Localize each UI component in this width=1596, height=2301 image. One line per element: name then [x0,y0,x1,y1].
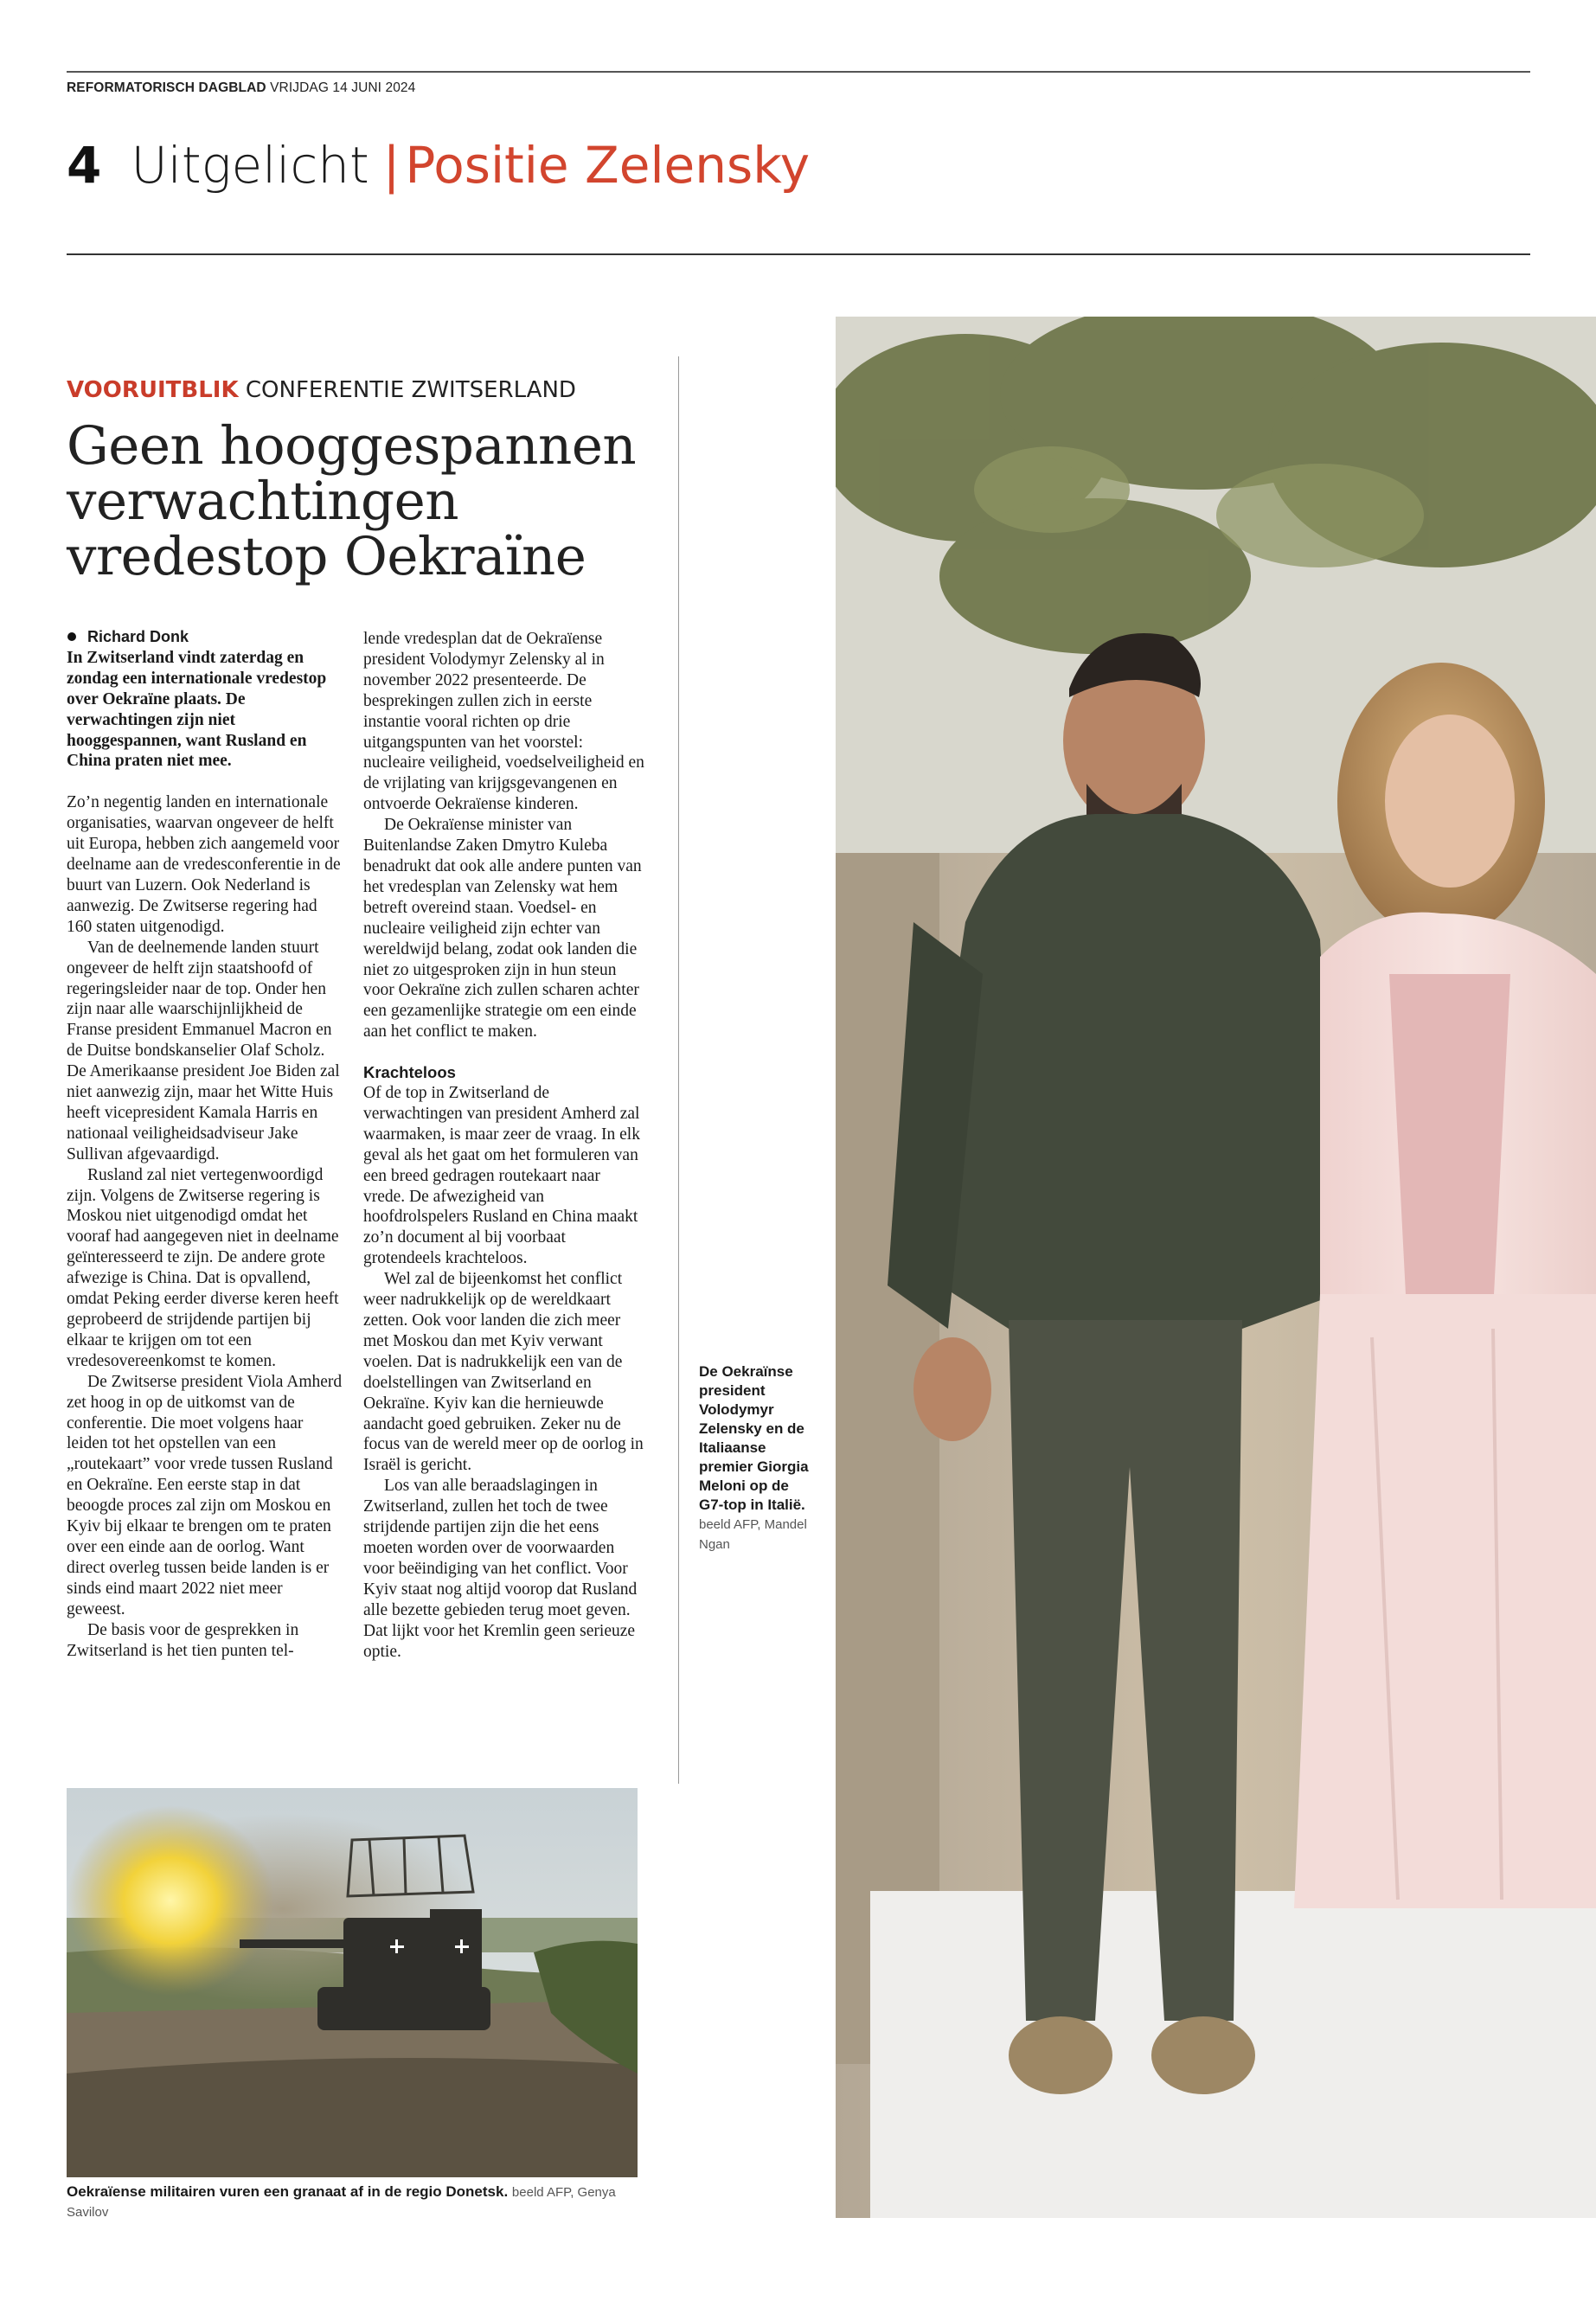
author-byline: Richard Donk [67,627,345,648]
tank-photo [67,1788,638,2177]
page-number: 4 [67,136,102,195]
header-separator: | [382,136,401,195]
caption-text: De Oekraïnse president Volodymyr Zelensky en de Italiaanse premier Giorgia Meloni op de G7-top in Italië. [699,1363,809,1513]
kicker-label: VOORUITBLIK [67,377,239,403]
body-paragraph: De Zwitserse president Viola Amherd zet hoog in op de uitkomst van de conferentie. Die moet volgens haar leiden tot het opstellen van een „routekaart” voor vrede tussen Rusland en Oekraïne. Een eerste stap in dat beoogde proces zal zijn om Moskou en Kyiv bij elkaar te brengen om te praten over een einde aan de oorlog. Want direct overleg tussen beide landen is er sinds eind maart 2022 niet meer geweest. [67,1372,343,1618]
page-header [67,136,811,195]
headline-line: Geen hooggespannen [67,415,637,477]
body-paragraph: lende vredesplan dat de Oekraïense president Volodymyr Zelensky al in november 2022 presenteerde. De besprekingen zullen zich in eerste instantie vooral richten op drie uitgangspunten van het voorstel: nucleaire veiligheid, voedselveiligheid en de vrijlating van krijgsgevangenen en ontvoerde Oekraïense kinderen. [363,630,644,814]
tank-photo-caption [67,2182,646,2222]
masthead [67,80,415,96]
tank-photo-image [67,1788,638,2177]
headline-line: vredestop Oekraïne [67,526,586,587]
body-paragraph: De basis voor de gesprekken in Zwitserland is het tien punten tel- [67,1620,299,1660]
headline-line: verwachtingen [67,471,458,532]
article-kicker [67,377,576,403]
caption-credit: beeld AFP, Genya Savilov [67,2185,616,2220]
body-paragraph: Zo’n negentig landen en internationale organisaties, waarvan ongeveer de helft uit Europa, hebben zich aangemeld voor deelname aan de vredesconferentie in de buurt van Luzern. Ook Nederland is aanwezig. De Zwitserse regering had 160 staten uitgenodigd. [67,793,341,936]
main-photo-caption [699,1362,816,1554]
publication-date: VRIJDAG 14 JUNI 2024 [270,80,416,95]
topic-title: Positie Zelensky [405,136,811,195]
column-divider [678,356,679,1784]
article-subhead: Krachteloos [363,1063,456,1082]
caption-credit: beeld AFP, Mandel Ngan [699,1517,807,1552]
top-rule [67,71,1530,73]
publication-name: REFORMATORISCH DAGBLAD [67,80,266,95]
body-paragraph: Of de top in Zwitserland de verwachtingen van president Amherd zal waarmaken, is maar zeer de vraag. In elk geval als het gaat om het formuleren van een breed gedragen routekaart naar vrede. De afwezigheid van hoofdrolspelers Rusland en China maakt zo’n document al bij voorbaat grotendeels krachteloos. [363,1084,640,1268]
article-lead: In Zwitserland vindt zaterdag en zondag een internationale vredestop over Oekraïne plaats. De verwachtingen zijn niet hooggespannen, want Rusland en China praten niet mee. [67,648,327,771]
body-paragraph: Wel zal de bijeenkomst het conflict weer nadrukkelijk op de wereldkaart zetten. Ook voor landen die zich meer met Moskou dan met Kyiv verwant voelen. Dat is nadrukkelijk een van de doelstellingen van Zwitserland en Oekraïne. Kyiv kan die hernieuwde aandacht goed gebruiken. Zeker nu de focus van de wereld meer op de oorlog in Israël is gericht. [363,1270,644,1475]
body-paragraph: Los van alle beraadslagingen in Zwitserland, zullen het toch de twee strijdende partijen zijn die het eens moeten worden over de voorwaarden voor beëindiging van het conflict. Voor Kyiv staat nog altijd voorop dat Rusland alle bezette gebieden terug moet geven. Dat lijkt voor het Kremlin geen serieuze optie. [363,1477,638,1661]
header-rule [67,253,1530,255]
section-title: Uitgelicht [131,136,369,195]
body-paragraph: Van de deelnemende landen stuurt ongeveer de helft zijn staatshoofd of regeringsleider naar de top. Onder hen zijn naar alle waarschijnlijkheid de Franse president Emmanuel Macron en de Duitse bondskanselier Olaf Scholz. De Amerikaanse president Joe Biden zal niet aanwezig zijn, maar het Witte Huis heeft vicepresident Kamala Harris en nationaal veiligheidsadviseur Jake Sullivan afgevaardigd. [67,938,340,1163]
article-column-1 [67,627,345,1661]
body-paragraph: De Oekraïense minister van Buitenlandse Zaken Dmytro Kuleba benadrukt dat ook alle andere punten van het vredesplan van Zelensky wat hem betreft overeind staan. Voedsel- en nucleaire veiligheid zijn echter van wereldwijd belang, zodat ook landen die niet zo uitgesproken zijn in hun steun voor Oekraïne zich zullen scharen achter een gezamenlijke strategie om een einde aan het conflict te maken. [363,816,642,1042]
caption-text: Oekraïense militairen vuren een granaat af in de regio Donetsk. [67,2183,509,2200]
main-photo-image [836,317,1596,2218]
body-paragraph: Rusland zal niet vertegenwoordigd zijn. Volgens de Zwitserse regering is Moskou niet uitgenodigd omdat het vooraf had aangegeven niet in deelname geïnteresseerd te zijn. De andere grote afwezige is China. Dat is opvallend, omdat Peking eerder diverse keren heeft geprobeerd de strijdende partijen bij elkaar te krijgen om tot een vredesovereenkomst te komen. [67,1165,339,1370]
article-column-2 [363,629,645,1662]
article-headline [67,415,637,587]
kicker-topic: CONFERENTIE ZWITSERLAND [245,377,576,403]
main-photo [836,317,1596,2218]
